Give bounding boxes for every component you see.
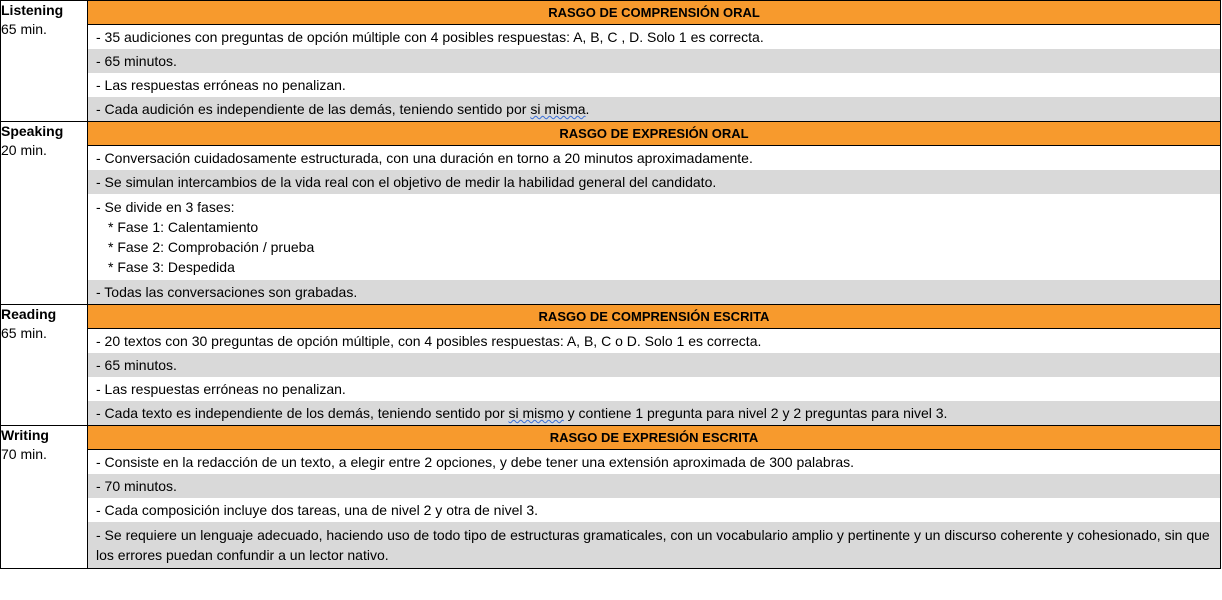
skill-cell-speaking	[1, 122, 88, 305]
detail-row: - Las respuestas erróneas no penalizan.	[96, 77, 346, 93]
detail-row: - 70 minutos.	[88, 474, 1220, 498]
spellcheck-marked-text: si mismo	[508, 405, 564, 421]
details-cell-speaking	[88, 122, 1221, 305]
phase-item: * Fase 1: Calentamiento	[108, 219, 259, 235]
skill-name: Speaking	[1, 123, 64, 139]
skill-time: 20 min.	[1, 142, 47, 158]
detail-row: - Se simulan intercambios de la vida real con el objetivo de medir la habilidad general del candidato.	[88, 170, 1220, 194]
detail-row	[88, 97, 1220, 121]
skill-time: 70 min.	[1, 446, 47, 462]
details-cell-writing	[88, 426, 1221, 569]
detail-text: y contiene 1 pregunta para nivel 2 y 2 preguntas para nivel 3.	[563, 405, 948, 421]
phase-item: * Fase 3: Despedida	[108, 259, 235, 275]
section-listening	[1, 1, 1221, 122]
detail-row: - Todas las conversaciones son grabadas.	[88, 280, 1220, 304]
detail-row: - Consiste en la redacción de un texto, a elegir entre 2 opciones, y debe tener una extensión aproximada de 300 palabras.	[96, 454, 855, 470]
section-writing	[1, 426, 1221, 569]
skill-name: Reading	[1, 306, 57, 322]
detail-row	[88, 194, 1220, 280]
section-header: RASGO DE COMPRENSIÓN ESCRITA	[88, 305, 1220, 329]
section-reading	[1, 305, 1221, 426]
detail-row	[88, 401, 1220, 425]
section-header: RASGO DE EXPRESIÓN ORAL	[88, 122, 1220, 146]
skill-cell-writing	[1, 426, 88, 569]
detail-row: - Cada composición incluye dos tareas, una de nivel 2 y otra de nivel 3.	[96, 502, 539, 518]
detail-row: - Las respuestas erróneas no penalizan.	[96, 381, 346, 397]
spellcheck-marked-text: si misma	[530, 101, 586, 117]
section-header: RASGO DE EXPRESIÓN ESCRITA	[88, 426, 1220, 450]
detail-text: - Se divide en 3 fases:	[96, 199, 235, 215]
skill-time: 65 min.	[1, 325, 47, 341]
skill-name: Listening	[1, 2, 64, 18]
skill-time: 65 min.	[1, 21, 47, 37]
detail-row: - 35 audiciones con preguntas de opción múltiple con 4 posibles respuestas: A, B, C , D. Solo 1 es correcta.	[96, 29, 764, 45]
detail-row: - Se requiere un lenguaje adecuado, haciendo uso de todo tipo de estructuras gramaticales, con un vocabulario amplio y pertinente y un discurso coherente y cohesionado, sin que los errores puedan confundir a un lector nativo.	[88, 522, 1220, 568]
detail-text: .	[585, 101, 590, 117]
details-cell-reading	[88, 305, 1221, 426]
section-header: RASGO DE COMPRENSIÓN ORAL	[88, 1, 1220, 25]
detail-row: - 20 textos con 30 preguntas de opción múltiple, con 4 posibles respuestas: A, B, C o D. Solo 1 es correcta.	[96, 333, 762, 349]
detail-row: - 65 minutos.	[88, 49, 1220, 73]
details-cell-listening	[88, 1, 1221, 122]
detail-text: - Cada texto es independiente de los demás, teniendo sentido por	[96, 405, 509, 421]
detail-row: - Conversación cuidadosamente estructurada, con una duración en torno a 20 minutos aproximadamente.	[96, 150, 753, 166]
section-speaking	[1, 122, 1221, 305]
skill-cell-reading	[1, 305, 88, 426]
skill-name: Writing	[1, 427, 49, 443]
skill-cell-listening	[1, 1, 88, 122]
phase-item: * Fase 2: Comprobación / prueba	[108, 239, 315, 255]
detail-text: - Cada audición es independiente de las demás, teniendo sentido por	[96, 101, 531, 117]
detail-row: - 65 minutos.	[88, 353, 1220, 377]
